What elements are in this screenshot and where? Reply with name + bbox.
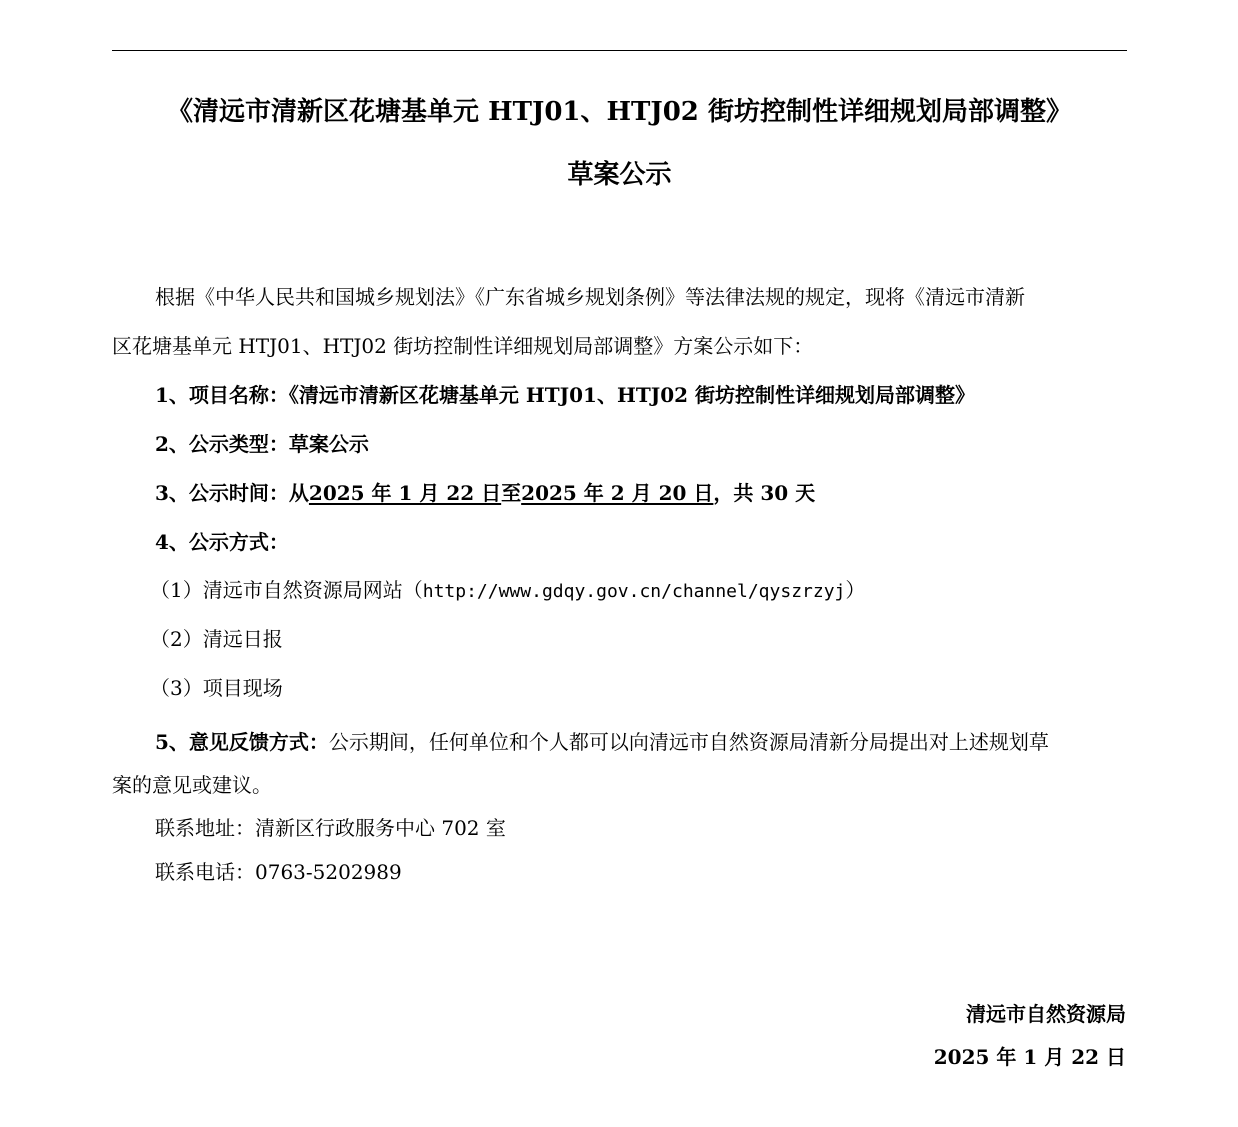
signature-org: 清远市自然资源局 — [966, 1002, 1126, 1026]
contact-phone: 联系电话：0763-5202989 — [155, 860, 402, 884]
time-end-date: 2025 年 2 月 20 日 — [521, 481, 714, 505]
item-type-label: 2、公示类型： — [155, 432, 289, 456]
method-onsite: （3）项目现场 — [150, 676, 283, 700]
intro-line-1: 根据《中华人民共和国城乡规划法》《广东省城乡规划条例》等法律法规的规定，现将《清远市清新 — [155, 285, 1025, 309]
time-duration: ，共 30 天 — [713, 481, 816, 505]
feedback-line-2: 案的意见或建议。 — [112, 773, 272, 797]
page-subtitle: 草案公示 — [567, 160, 672, 190]
item-type-value: 草案公示 — [288, 432, 369, 456]
item-notice-methods-label: 4、公示方式： — [155, 530, 289, 554]
signature-date: 2025 年 1 月 22 日 — [933, 1045, 1126, 1069]
feedback-line-1 — [155, 729, 1127, 755]
feedback-text-1: 公示期间，任何单位和个人都可以向清远市自然资源局清新分局提出对上述规划草 — [328, 730, 1049, 754]
item-notice-time — [155, 480, 1127, 506]
method-website-suffix: ） — [845, 578, 866, 602]
top-divider — [112, 50, 1127, 51]
time-to: 至 — [501, 481, 522, 505]
item-project-name — [155, 382, 1127, 408]
method-website-link[interactable]: http://www.gdqy.gov.cn/channel/qyszrzyj — [422, 581, 846, 602]
contact-address: 联系地址：清新区行政服务中心 702 室 — [155, 816, 506, 840]
item-project-value: 《清远市清新区花塘基单元 HTJ01、HTJ02 街坊控制性详细规划局部调整》 — [288, 383, 975, 407]
item-notice-type — [155, 431, 1127, 457]
intro-line-2: 区花塘基单元 HTJ01、HTJ02 街坊控制性详细规划局部调整》方案公示如下： — [112, 334, 814, 358]
item-time-label: 3、公示时间：从 — [155, 481, 309, 505]
page-title: 《清远市清新区花塘基单元 HTJ01、HTJ02 街坊控制性详细规划局部调整》 — [167, 97, 1072, 127]
method-newspaper: （2）清远日报 — [150, 627, 283, 651]
item-project-label: 1、项目名称： — [155, 383, 289, 407]
method-website-prefix: （1）清远市自然资源局网站（ — [150, 578, 423, 602]
feedback-label: 5、意见反馈方式： — [155, 730, 329, 754]
method-website — [150, 577, 1122, 605]
time-start-date: 2025 年 1 月 22 日 — [308, 481, 502, 505]
